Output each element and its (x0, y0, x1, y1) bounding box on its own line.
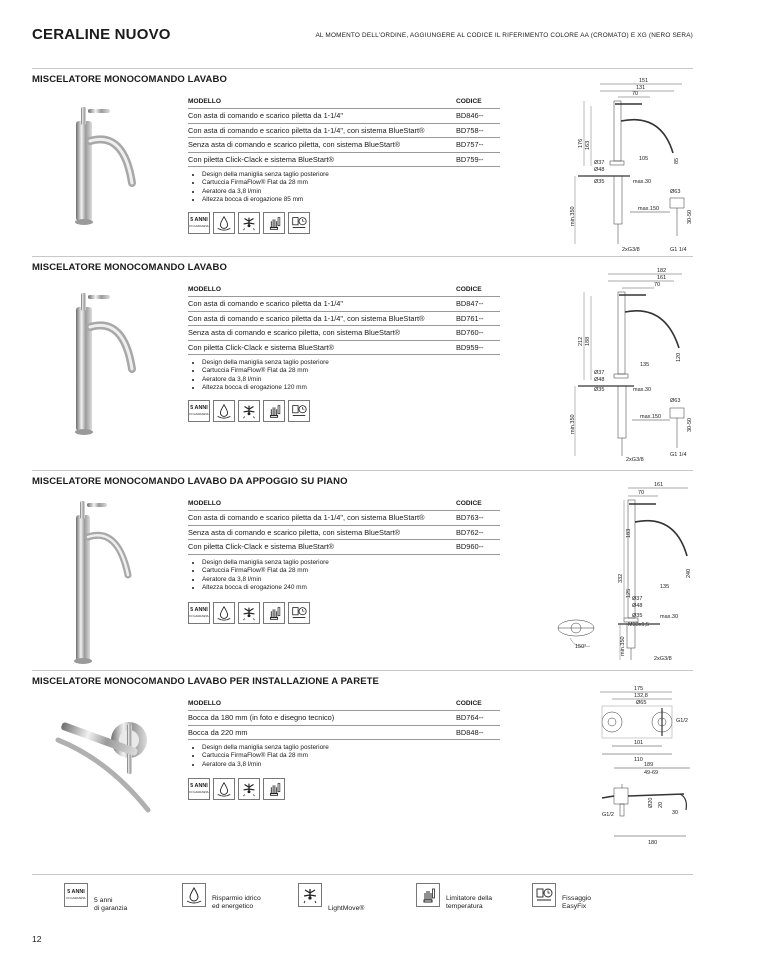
table-row (188, 511, 500, 526)
table-row (188, 311, 500, 326)
code-header: CODICE (456, 499, 482, 507)
table-row (188, 123, 500, 138)
model-cell: Con asta di comando e scarico piletta da 1-1/4", con sistema BlueStart® (188, 123, 450, 138)
svg-text:Ø63: Ø63 (670, 398, 681, 404)
svg-text:min.350: min.350 (570, 206, 576, 226)
svg-text:182: 182 (657, 268, 667, 274)
svg-text:188: 188 (585, 336, 591, 346)
model-cell: Con asta di comando e scarico piletta da 1-1/4" (188, 297, 450, 312)
svg-text:20: 20 (658, 801, 664, 808)
code-cell: BD761-- (450, 311, 500, 326)
faucet-photo-basin-85 (62, 103, 142, 233)
svg-text:175: 175 (634, 686, 644, 692)
code-cell: BD960-- (450, 540, 500, 555)
legend-item-easyfix (532, 883, 591, 911)
svg-text:min.350: min.350 (620, 636, 626, 656)
code-cell: BD847-- (450, 297, 500, 312)
svg-text:Ø65: Ø65 (636, 700, 647, 706)
legend-label: LightMove® (328, 905, 365, 912)
svg-text:150°: 150° (575, 644, 587, 650)
model-cell: Con piletta Click-Clack e sistema BlueStart® (188, 340, 450, 355)
icon-legend (32, 874, 693, 921)
svg-text:2xG3/8: 2xG3/8 (622, 247, 640, 253)
code-cell: BD846-- (450, 109, 500, 124)
code-cell: BD763-- (450, 511, 500, 526)
svg-text:180: 180 (648, 840, 658, 846)
svg-text:125: 125 (626, 588, 632, 598)
model-cell: Senza asta di comando e scarico piletta, con sistema BlueStart® (188, 525, 450, 540)
svg-text:135: 135 (640, 362, 650, 368)
model-header: MODELLO (188, 499, 221, 507)
table-row (188, 297, 500, 312)
list-item: • Aeratore da 3,8 l/min (202, 576, 329, 584)
list-item: • Aeratore da 3,8 l/min (202, 376, 329, 384)
legend-item-warranty (64, 883, 127, 913)
code-cell: BD848-- (450, 725, 500, 740)
section-title: MISCELATORE MONOCOMANDO LAVABO DA APPOGGIO SU PIANO (32, 476, 348, 487)
model-cell: Con piletta Click-Clack e sistema BlueStart® (188, 540, 450, 555)
model-code-table (188, 284, 500, 355)
svg-text:Ø48: Ø48 (594, 167, 605, 173)
technical-drawing (520, 478, 693, 668)
temperature-limiter-icon (263, 212, 285, 234)
svg-text:2xG3/8: 2xG3/8 (654, 656, 672, 662)
svg-text:332: 332 (618, 573, 624, 583)
water-saving-icon (213, 778, 235, 800)
svg-text:30: 30 (672, 810, 679, 816)
svg-text:30-50: 30-50 (687, 209, 693, 224)
svg-text:Ø37: Ø37 (632, 596, 643, 602)
legend-label: Risparmio idrico ed energetico (212, 895, 261, 910)
svg-text:max.30: max.30 (633, 387, 652, 393)
svg-text:G1/2: G1/2 (602, 812, 614, 818)
svg-text:85: 85 (674, 157, 680, 164)
svg-text:Ø20: Ø20 (648, 797, 654, 808)
svg-text:Ø35: Ø35 (594, 387, 605, 393)
model-code-table (188, 698, 500, 740)
easyfix-icon (288, 400, 310, 422)
svg-text:Ø48: Ø48 (594, 377, 605, 383)
brand-title: CERALINE NUOVO (32, 26, 171, 43)
feature-list (190, 559, 329, 592)
temperature-limiter-icon (263, 778, 285, 800)
faucet-photo-wall-mounted (34, 710, 164, 820)
warranty-badge-icon: 5 ANNI DI GARANZIA (188, 212, 210, 234)
svg-text:105: 105 (639, 156, 649, 162)
svg-text:163: 163 (585, 140, 591, 150)
svg-text:G1/2: G1/2 (676, 718, 688, 724)
svg-text:max.30: max.30 (633, 179, 652, 185)
technical-drawing (562, 686, 693, 868)
list-item: • Altezza bocca di erogazione 120 mm (202, 384, 329, 392)
feature-icons (188, 602, 310, 624)
easyfix-icon (288, 212, 310, 234)
svg-text:max.30: max.30 (660, 614, 679, 620)
page-header (32, 26, 693, 46)
svg-text:70: 70 (654, 282, 661, 288)
svg-text:151: 151 (639, 78, 649, 84)
product-section-3 (32, 470, 693, 670)
model-cell: Senza asta di comando e scarico piletta, con sistema BlueStart® (188, 326, 450, 341)
table-row (188, 525, 500, 540)
svg-text:max.150: max.150 (640, 414, 662, 420)
svg-text:110: 110 (634, 757, 643, 763)
model-cell: Senza asta di comando e scarico piletta, con sistema BlueStart® (188, 138, 450, 153)
section-title: MISCELATORE MONOCOMANDO LAVABO (32, 74, 227, 85)
feature-icons (188, 212, 310, 234)
table-row (188, 138, 500, 153)
svg-text:70: 70 (638, 490, 645, 496)
svg-text:G1 1/4: G1 1/4 (670, 247, 687, 253)
model-cell: Con asta di comando e scarico piletta da 1-1/4", con sistema BlueStart® (188, 511, 450, 526)
section-title: MISCELATORE MONOCOMANDO LAVABO PER INSTALLAZIONE A PARETE (32, 676, 379, 687)
model-header: MODELLO (188, 699, 221, 707)
lightmove-icon (238, 778, 260, 800)
svg-text:189: 189 (644, 762, 654, 768)
code-header: CODICE (456, 699, 482, 707)
list-item: • Design della maniglia senza taglio posteriore (202, 559, 329, 567)
temperature-limiter-icon (416, 883, 440, 907)
model-code-table (188, 96, 500, 167)
svg-text:49-69: 49-69 (644, 770, 659, 776)
legend-item-temperature (416, 883, 492, 911)
list-item: • Design della maniglia senza taglio posteriore (202, 171, 329, 179)
svg-text:161: 161 (654, 482, 664, 488)
model-cell: Bocca da 180 mm (in foto e disegno tecnico) (188, 711, 450, 726)
model-cell: Con piletta Click-Clack e sistema BlueStart® (188, 152, 450, 167)
water-saving-icon (182, 883, 206, 907)
svg-text:131: 131 (636, 85, 646, 91)
legend-label: Fissaggio EasyFix (562, 895, 592, 910)
section-title: MISCELATORE MONOCOMANDO LAVABO (32, 262, 227, 273)
svg-text:101: 101 (634, 740, 644, 746)
code-cell: BD760-- (450, 326, 500, 341)
easyfix-icon (288, 602, 310, 624)
water-saving-icon (213, 212, 235, 234)
table-row (188, 152, 500, 167)
model-cell: Con asta di comando e scarico piletta da 1-1/4" (188, 109, 450, 124)
technical-drawing (570, 76, 693, 256)
lightmove-icon (238, 400, 260, 422)
technical-drawing (570, 266, 693, 464)
svg-text:132,8: 132,8 (634, 693, 648, 699)
svg-text:30-50: 30-50 (687, 417, 693, 432)
model-header: MODELLO (188, 97, 221, 105)
order-note: AL MOMENTO DELL'ORDINE, AGGIUNGERE AL CODICE IL RIFERIMENTO COLORE AA (CROMATO) E XG (NERO SERA) (315, 32, 693, 39)
section-divider (32, 670, 693, 671)
code-cell: BD762-- (450, 525, 500, 540)
svg-text:183: 183 (626, 528, 632, 538)
product-section-4 (32, 670, 693, 870)
svg-text:Ø35: Ø35 (632, 613, 643, 619)
legend-label: 5 anni di garanzia (94, 897, 128, 912)
code-header: CODICE (456, 97, 482, 105)
svg-text:120: 120 (676, 352, 682, 362)
svg-text:Ø35: Ø35 (594, 179, 605, 185)
svg-text:G1 1/4: G1 1/4 (670, 452, 687, 458)
faucet-photo-basin-120 (62, 289, 142, 439)
lightmove-icon (298, 883, 322, 907)
code-cell: BD759-- (450, 152, 500, 167)
svg-text:70: 70 (632, 91, 639, 97)
section-divider (32, 68, 693, 69)
faucet-photo-vessel (62, 495, 142, 665)
table-row (188, 340, 500, 355)
code-cell: BD764-- (450, 711, 500, 726)
code-cell: BD959-- (450, 340, 500, 355)
table-row (188, 326, 500, 341)
warranty-badge-icon: 5 ANNI DI GARANZIA (188, 400, 210, 422)
warranty-badge-icon: 5 ANNI DI GARANZIA (188, 778, 210, 800)
list-item: • Cartuccia FirmaFlow® Flat da 28 mm (202, 567, 329, 575)
table-row (188, 711, 500, 726)
model-header: MODELLO (188, 285, 221, 293)
legend-item-water-saving (182, 883, 261, 911)
legend-item-lightmove (298, 883, 364, 913)
temperature-limiter-icon (263, 400, 285, 422)
product-section-1 (32, 68, 693, 258)
svg-text:max.150: max.150 (638, 206, 660, 212)
model-cell: Con asta di comando e scarico piletta da 1-1/4", con sistema BlueStart® (188, 311, 450, 326)
list-item: • Aeratore da 3,8 l/min (202, 761, 329, 769)
table-row (188, 540, 500, 555)
svg-text:min.350: min.350 (570, 414, 576, 434)
svg-text:M33x1,5: M33x1,5 (628, 622, 650, 628)
easyfix-icon (532, 883, 556, 907)
svg-text:135: 135 (660, 584, 670, 590)
product-section-2 (32, 256, 693, 468)
feature-list (190, 744, 329, 769)
svg-text:161: 161 (657, 275, 667, 281)
list-item: • Altezza bocca di erogazione 240 mm (202, 584, 329, 592)
svg-text:Ø37: Ø37 (594, 160, 605, 166)
svg-text:176: 176 (578, 138, 584, 148)
table-row (188, 109, 500, 124)
list-item: • Altezza bocca di erogazione 85 mm (202, 196, 329, 204)
section-divider (32, 470, 693, 471)
svg-text:Ø37: Ø37 (594, 370, 605, 376)
code-header: CODICE (456, 285, 482, 293)
svg-text:212: 212 (578, 336, 584, 346)
feature-list (190, 359, 329, 392)
svg-text:2xG3/8: 2xG3/8 (626, 457, 644, 463)
svg-text:Ø48: Ø48 (632, 603, 643, 609)
lightmove-icon (238, 602, 260, 624)
list-item: • Design della maniglia senza taglio posteriore (202, 359, 329, 367)
list-item: • Cartuccia FirmaFlow® Flat da 28 mm (202, 752, 329, 760)
warranty-badge-icon: 5 ANNI DI GARANZIA (188, 602, 210, 624)
water-saving-icon (213, 400, 235, 422)
page-number: 12 (32, 934, 42, 944)
svg-text:240: 240 (686, 568, 692, 578)
list-item: • Aeratore da 3,8 l/min (202, 188, 329, 196)
svg-text:Ø63: Ø63 (670, 189, 681, 195)
list-item: • Cartuccia FirmaFlow® Flat da 28 mm (202, 179, 329, 187)
list-item: • Cartuccia FirmaFlow® Flat da 28 mm (202, 367, 329, 375)
model-code-table (188, 498, 500, 555)
section-divider (32, 256, 693, 257)
model-cell: Bocca da 220 mm (188, 725, 450, 740)
water-saving-icon (213, 602, 235, 624)
warranty-badge-icon: 5 ANNI DI GARANZIA (64, 883, 88, 907)
lightmove-icon (238, 212, 260, 234)
table-row (188, 725, 500, 740)
code-cell: BD758-- (450, 123, 500, 138)
list-item: • Design della maniglia senza taglio posteriore (202, 744, 329, 752)
feature-list (190, 171, 329, 204)
code-cell: BD757-- (450, 138, 500, 153)
feature-icons (188, 778, 285, 800)
temperature-limiter-icon (263, 602, 285, 624)
legend-label: Limitatore della temperatura (446, 895, 493, 910)
feature-icons (188, 400, 310, 422)
